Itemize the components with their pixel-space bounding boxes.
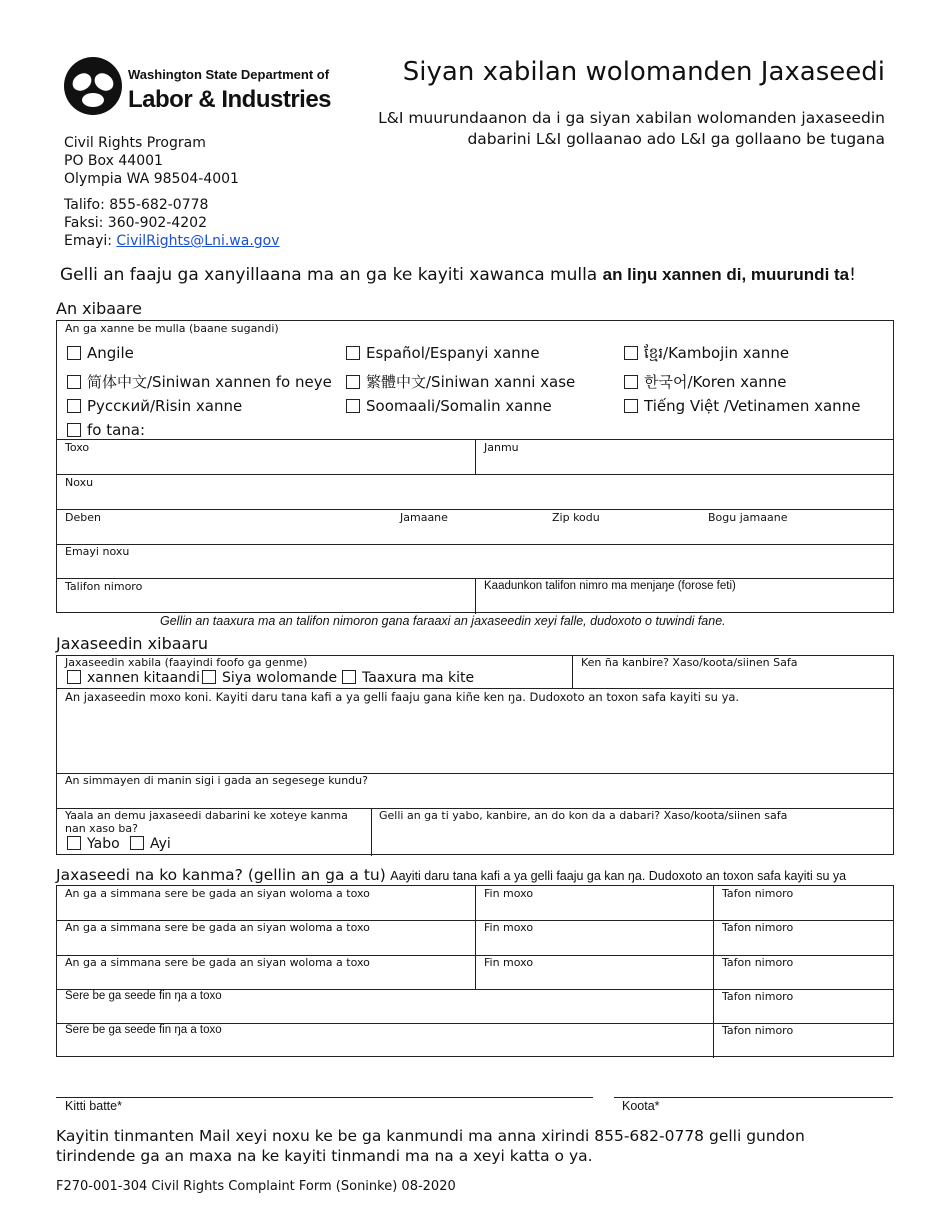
phone-field[interactable]: Talifon nimoro [65, 580, 143, 593]
type-option-disability[interactable]: Taaxura ma kite [342, 670, 474, 686]
po-box: PO Box 44001 [64, 153, 163, 169]
subtitle-line1: L&I muurundaanon da i ga siyan xabilan wolomanden jaxaseedin [378, 109, 885, 127]
remedy-field[interactable]: An simmayen di manin sigi i gada an segesege kundu? [65, 774, 368, 787]
respondent-name-field[interactable]: An ga a simmana sere be gada an siyan woloma a toxo [65, 887, 370, 900]
lang-option-other[interactable]: fo tana: [67, 421, 145, 439]
subtitle-line2: dabarini L&I gollaanao ado L&I ga gollaano be tugana [467, 130, 885, 148]
checkbox[interactable] [67, 423, 81, 437]
zip-field[interactable]: Zip kodu [552, 511, 600, 524]
lang-option-russian[interactable]: Русский/Risin xanne [67, 397, 242, 415]
email-field[interactable]: Emayi noxu [65, 545, 130, 558]
checkbox[interactable] [202, 670, 216, 684]
mailing-address [64, 134, 239, 188]
section-personal-info-title: An xibaare [56, 299, 142, 318]
complaint-type-label: Jaxaseedin xabila (faayindi foofo ga genme) [65, 656, 308, 669]
phone-line: Talifo: 855-682-0778 [64, 197, 209, 213]
logo-line2: Labor & Industries [128, 86, 332, 113]
respondent-name-field[interactable]: An ga a simmana sere be gada an siyan woloma a toxo [65, 956, 370, 969]
intro-bold: an liŋu xannen di, muurundi ta [602, 265, 850, 284]
lang-option-english[interactable]: Angile [67, 344, 134, 362]
section-witnesses-note: Aayiti daru tana kafi a ya gelli faaju ga kan ŋa. Dudoxoto an toxon safa kayiti su ya [390, 869, 847, 883]
checkbox[interactable] [67, 399, 81, 413]
checkbox[interactable] [130, 836, 144, 850]
city-line: Olympia WA 98504-4001 [64, 171, 239, 187]
agency-logo [62, 54, 332, 120]
email-label: Emayi: [64, 233, 117, 249]
checkbox[interactable] [624, 375, 638, 389]
witnesses-table [56, 885, 894, 1057]
type-option-race[interactable]: Siya wolomande [202, 670, 337, 686]
signature-line[interactable] [56, 1097, 593, 1098]
job-title-field[interactable]: Fin moxo [484, 887, 534, 900]
phone-number-field[interactable]: Tafon nimoro [722, 990, 794, 1003]
language-label: An ga xanne be mulla (baane sugandi) [65, 322, 279, 335]
mail-line2: tirindende ga an maxa na ke kayiti tinmandi ma na a xeyi katta o ya. [56, 1147, 593, 1165]
email-link[interactable]: CivilRights@Lni.wa.gov [116, 233, 280, 249]
lang-option-korean[interactable]: 한국어/Koren xanne [624, 371, 786, 392]
email-line [64, 232, 280, 250]
form-subtitle [325, 108, 885, 150]
phone-number-field[interactable]: Tafon nimoro [722, 921, 794, 934]
address-field[interactable]: Noxu [65, 476, 94, 489]
logo-line1: Washington State Department of [128, 67, 330, 82]
lang-option-somali[interactable]: Soomaali/Somalin xanne [346, 397, 552, 415]
checkbox[interactable] [346, 375, 360, 389]
lang-option-chinese-traditional[interactable]: 繁體中文/Siniwan xanni xase [346, 371, 575, 392]
phone-number-field[interactable]: Tafon nimoro [722, 956, 794, 969]
respondent-name-field[interactable]: An ga a simmana sere be gada an siyan woloma a toxo [65, 921, 370, 934]
name-field[interactable]: Toxo [65, 441, 90, 454]
phone-number-field[interactable]: Tafon nimoro [722, 1024, 794, 1037]
form-id: F270-001-304 Civil Rights Complaint Form (Soninke) 08-2020 [56, 1179, 456, 1194]
intro-main: Gelli an faaju ga xanyillaana ma an ga ke kayiti xawanca mulla [60, 265, 603, 285]
form-title: Siyan xabilan wolomanden Jaxaseedi [402, 57, 885, 87]
section-witnesses-title: Jaxaseedi na ko kanma? (gellin an ga a tu) Aayiti daru tana kafi a ya gelli faaju ga kan ŋa. Dudoxoto an toxon safa kayiti su ya [56, 866, 847, 884]
checkbox[interactable] [624, 399, 638, 413]
checkbox[interactable] [67, 670, 81, 684]
mail-line1: Kayitin tinmanten Mail xeyi noxu ke be ga kanmundi ma anna xirindi 855-682-0778 gelli gundon [56, 1127, 805, 1145]
county-field[interactable]: Bogu jamaane [708, 511, 788, 524]
complaint-info-box [56, 655, 894, 855]
phone-note: Gellin an taaxura ma an talifon nimoron gana faraaxi an jaxaseedin xeyi falle, dudoxoto o tuwindi fane. [160, 614, 726, 628]
job-title-field[interactable]: Fin moxo [484, 956, 534, 969]
signature-date-label: Koota* [622, 1099, 660, 1113]
signature-label: Kitti batte* [65, 1099, 122, 1113]
witness-name-field[interactable]: Sere be ga seede fin ŋa a toxo [65, 990, 222, 1002]
checkbox[interactable] [624, 346, 638, 360]
logo-emblem-icon [62, 54, 124, 116]
checkbox[interactable] [67, 836, 81, 850]
contact-info [64, 196, 280, 250]
section-complaint-info-title: Jaxaseedin xibaaru [56, 634, 209, 653]
mail-instructions [56, 1126, 805, 1166]
filed-no-option[interactable]: Ayi [130, 836, 171, 852]
filed-elsewhere-question: Yaala an demu jaxaseedi dabarini ke xoteye kanma nan xaso ba? [65, 809, 348, 835]
lang-option-spanish[interactable]: Español/Espanyi xanne [346, 344, 540, 362]
filed-where-field[interactable]: Gelli an ga ti yabo, kanbire, an do kon da a dabari? Xaso/koota/siinen safa [379, 809, 788, 822]
alt-phone-field[interactable]: Kaadunkon talifon nimro ma menjaŋe (forose feti) [484, 580, 736, 592]
checkbox[interactable] [342, 670, 356, 684]
intro-end: ! [849, 265, 856, 285]
program-name: Civil Rights Program [64, 135, 206, 151]
date-field[interactable]: Janmu [484, 441, 519, 454]
when-field[interactable]: Ken ña kanbire? Xaso/koota/siinen Safa [581, 656, 798, 669]
type-option-language[interactable]: xannen kitaandi [67, 670, 200, 686]
phone-number-field[interactable]: Tafon nimoro [722, 887, 794, 900]
lang-option-vietnamese[interactable]: Tiếng Việt /Vetinamen xanne [624, 397, 860, 415]
witness-name-field[interactable]: Sere be ga seede fin ŋa a toxo [65, 1024, 222, 1036]
describe-field[interactable]: An jaxaseedin moxo koni. Kayiti daru tana kafi a ya gelli faaju gana kiñe ken ŋa. Dudoxoto an toxon safa kayiti su ya. [65, 690, 740, 704]
lang-option-khmer[interactable]: ខ្មែរ/Kambojin xanne [624, 344, 789, 366]
personal-info-box [56, 320, 894, 613]
lang-option-chinese-simplified[interactable]: 简体中文/Siniwan xannen fo neye [67, 371, 332, 392]
job-title-field[interactable]: Fin moxo [484, 921, 534, 934]
checkbox[interactable] [67, 375, 81, 389]
fax-line: Faksi: 360-902-4202 [64, 215, 207, 231]
checkbox[interactable] [346, 399, 360, 413]
date-line[interactable] [614, 1097, 893, 1098]
state-field[interactable]: Jamaane [400, 511, 448, 524]
filed-yes-option[interactable]: Yabo [67, 836, 120, 852]
intro-text [60, 265, 856, 285]
checkbox[interactable] [346, 346, 360, 360]
checkbox[interactable] [67, 346, 81, 360]
city-field[interactable]: Deben [65, 511, 101, 524]
